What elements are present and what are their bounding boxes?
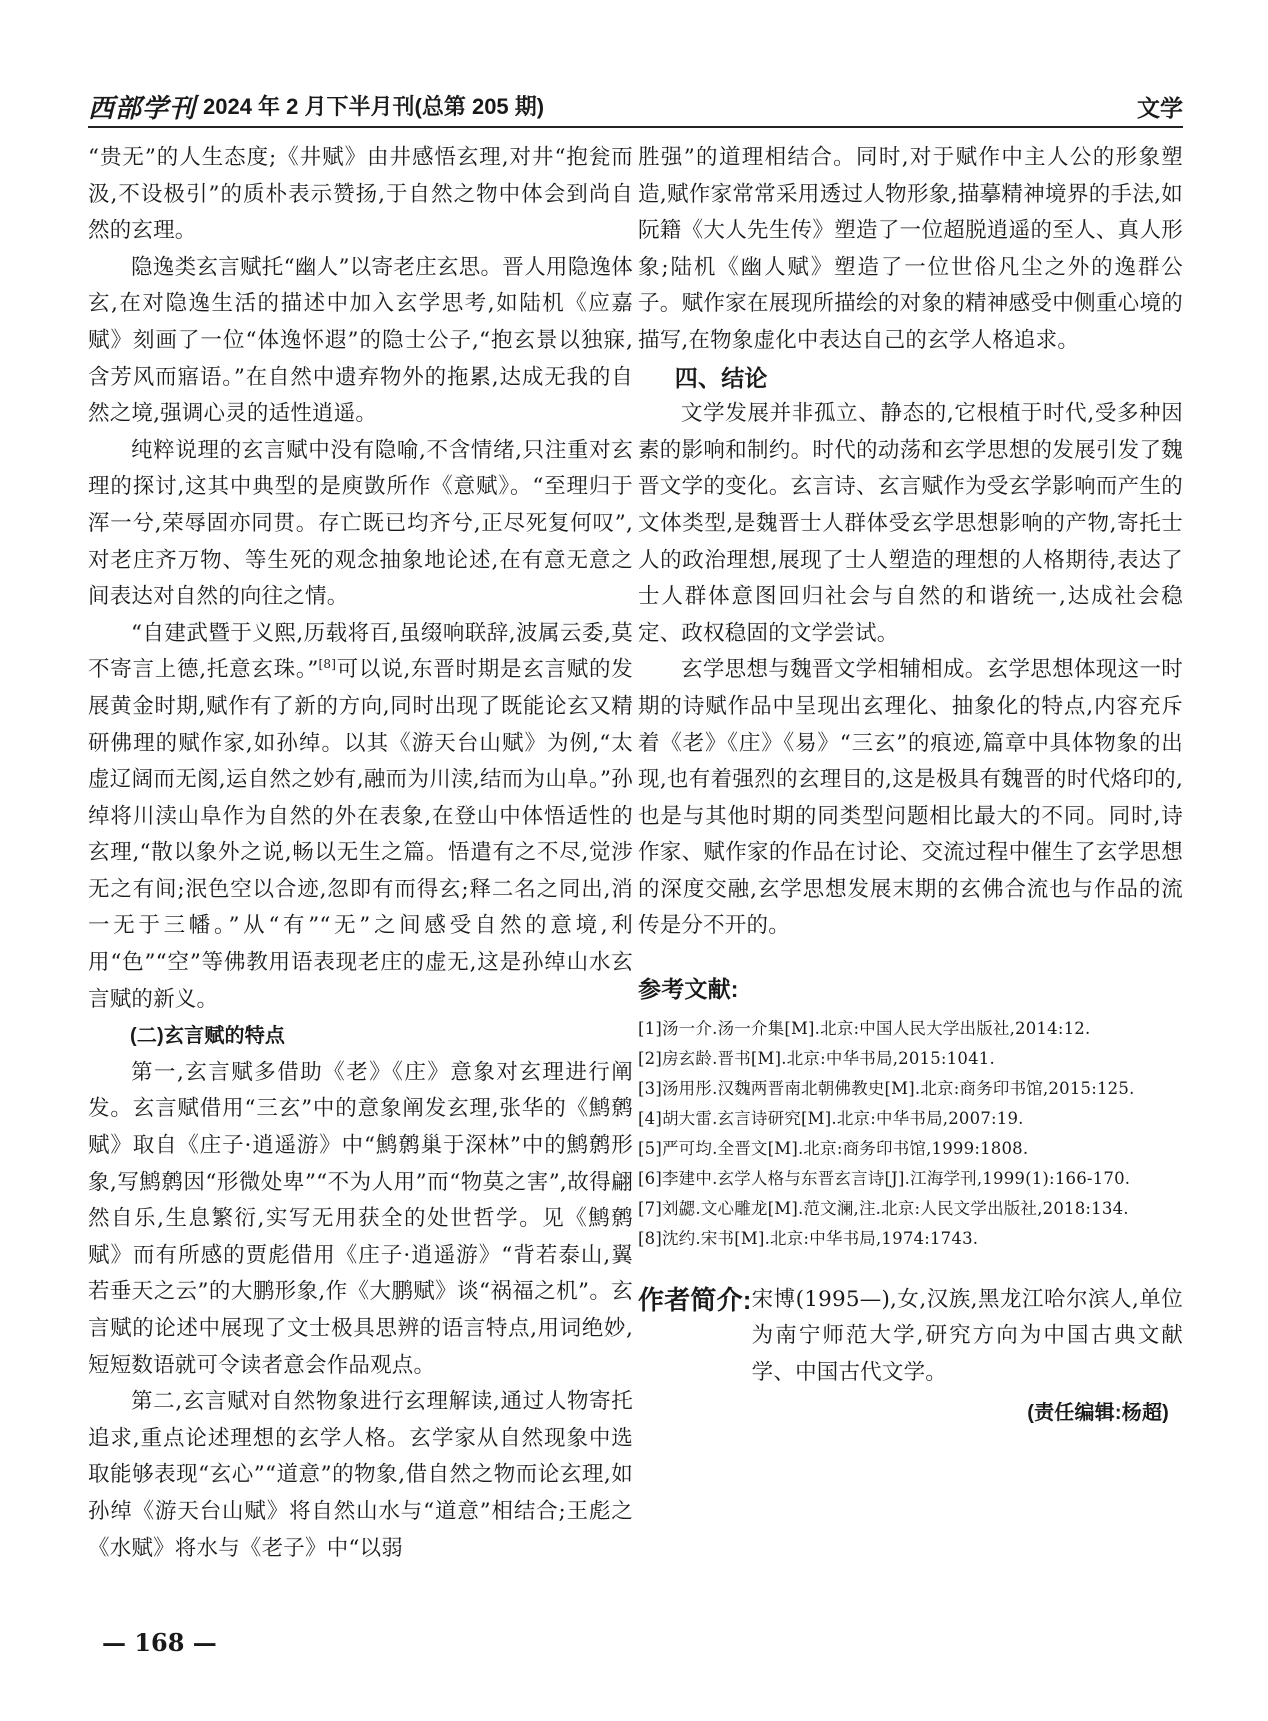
paragraph-text: “自建武暨于义熙,历载将百,虽缀响联辞,波属云委,莫不寄言上德,托意玄珠。”	[88, 620, 633, 683]
reference-item: [1]汤一介.汤一介集[M].北京:中国人民大学出版社,2014:12.	[638, 1018, 1091, 1038]
reference-item: [4]胡大雷.玄言诗研究[M].北京:中华书局,2007:19.	[638, 1108, 1024, 1128]
references-list	[638, 1014, 1183, 1254]
paragraph: 玄学思想与魏晋文学相辅相成。玄学思想体现这一时期的诗赋作品中呈现出玄理化、抽象化的特点,内容充斥着《老》《庄》《易》“三玄”的痕迹,篇章中具体物象的出现,也有着强烈的玄理目的,这是极具有魏晋的时代烙印的,也是与其他时期的同类型问题相比最大的不同。同时,诗作家、赋作家的作品在讨论、交流过程中催生了玄学思想的深度交融,玄学思想发展末期的玄佛合流也与作品的流传是分不开的。	[638, 657, 1183, 939]
left-column	[88, 140, 633, 1567]
references-title: 参考文献:	[638, 976, 739, 1003]
reference-item: [3]汤用彤.汉魏两晋南北朝佛教史[M].北京:商务印书馆,2015:125.	[638, 1078, 1135, 1098]
paragraph: 胜强”的道理相结合。同时,对于赋作中主人公的形象塑造,赋作家常常采用透过人物形象,描摹精神境界的手法,如阮籍《大人先生传》塑造了一位超脱逍遥的至人、真人形象;陆机《幽人赋》塑造了一位世俗凡尘之外的逸群公子。赋作家在展现所描绘的对象的精神感受中侧重心境的描写,在物象虚化中表达自己的玄学人格追求。	[638, 145, 1183, 353]
subsection-heading: (二)玄言赋的特点	[130, 1025, 286, 1048]
paragraph: 第二,玄言赋对自然物象进行玄理解读,通过人物寄托追求,重点论述理想的玄学人格。玄学家从自然现象中选取能够表现“玄心”“道意”的物象,借自然之物而论玄理,如孙绰《游天台山赋》将自然山水与“道意”相结合;王彪之《水赋》将水与《老子》中“以弱	[88, 1389, 633, 1561]
author-bio-text: 宋博(1995—),女,汉族,黑龙江哈尔滨人,单位为南宁师范大学,研究方向为中国古典文献学、中国古代文学。	[751, 1286, 1183, 1385]
paragraph: 隐逸类玄言赋托“幽人”以寄老庄玄思。晋人用隐逸体玄,在对隐逸生活的描述中加入玄学思考,如陆机《应嘉赋》刻画了一位“体逸怀遐”的隐士公子,“抱玄景以独寐,含芳风而寤语。”在自然中遗弃物外的拖累,达成无我的自然之境,强调心灵的适性逍遥。	[88, 254, 633, 427]
issue-info: 2024 年 2 月下半月刊(总第 205 期)	[203, 94, 545, 119]
paragraph: 纯粹说理的玄言赋中没有隐喻,不含情绪,只注重对玄理的探讨,这其中典型的是庾敳所作《意赋》。“至理归于浑一兮,荣辱固亦同贯。存亡既已均齐兮,正尽死复何叹”,对老庄齐万物、等生死的观念抽象地论述,在有意无意之间表达对自然的向往之情。	[88, 437, 633, 610]
section-name: 文学	[1137, 95, 1183, 121]
paragraph: “贵无”的人生态度;《井赋》由井感悟玄理,对井“抱瓮而汲,不设极引”的质朴表示赞扬,于自然之物中体会到尚自然的玄理。	[88, 145, 633, 244]
author-bio-label: 作者简介:	[638, 1284, 752, 1315]
section-heading: 四、结论	[674, 364, 768, 391]
reference-item: [5]严可均.全晋文[M].北京:商务印书馆,1999:1808.	[638, 1138, 1029, 1158]
right-column	[638, 140, 1183, 1432]
journal-logo: 西部学刊	[88, 94, 197, 124]
paragraph	[88, 616, 633, 1019]
reference-item: [6]李建中.玄学人格与东晋玄言诗[J].江海学刊,1999(1):166-170.	[638, 1168, 1131, 1188]
reference-item: [2]房玄龄.晋书[M].北京:中华书局,2015:1041.	[638, 1048, 995, 1068]
author-bio	[638, 1282, 1183, 1392]
paragraph: 文学发展并非孤立、静态的,它根植于时代,受多种因素的影响和制约。时代的动荡和玄学思想的发展引发了魏晋文学的变化。玄言诗、玄言赋作为受玄学影响而产生的文体类型,是魏晋士人群体受玄学思想影响的产物,寄托士人的政治理想,展现了士人塑造的理想的人格期待,表达了士人群体意图回归社会与自然的和谐统一,达成社会稳定、政权稳固的文学尝试。	[638, 401, 1183, 646]
responsible-editor: (责任编辑:杨超)	[1027, 1402, 1169, 1425]
page-header	[88, 86, 1183, 128]
reference-item: [8]沈约.宋书[M].北京:中华书局,1974:1743.	[638, 1228, 979, 1248]
citation-marker: [8]	[318, 657, 337, 672]
reference-item: [7]刘勰.文心雕龙[M].范文澜,注.北京:人民文学出版社,2018:134.	[638, 1198, 1129, 1218]
paragraph: 第一,玄言赋多借助《老》《庄》意象对玄理进行阐发。玄言赋借用“三玄”中的意象阐发玄理,张华的《鹪鹩赋》取自《庄子·逍遥游》中“鹪鹩巢于深林”中的鹪鹩形象,写鹪鹩因“形微处卑”“不为人用”而“物莫之害”,故得翩然自乐,生息繁衍,实写无用获全的处世哲学。见《鹪鹩赋》而有所感的贾彪借用《庄子·逍遥游》“背若泰山,翼若垂天之云”的大鹏形象,作《大鹏赋》谈“祸福之机”。玄言赋的论述中展现了文士极具思辨的语言特点,用词绝妙,短短数语就可令读者意会作品观点。	[88, 1059, 633, 1378]
paragraph-text: 可以说,东晋时期是玄言赋的发展黄金时期,赋作有了新的方向,同时出现了既能论玄又精研佛理的赋作家,如孙绰。以其《游天台山赋》为例,“太虚辽阔而无阂,运自然之妙有,融而为川渎,结而为山阜。”孙绰将川渎山阜作为自然的外在表象,在登山中体悟适性的玄理,“散以象外之说,畅以无生之篇。悟遣有之不尽,觉涉无之有间;泯色空以合迹,忽即有而得玄;释二名之同出,消一无于三幡。”从“有”“无”之间感受自然的意境,利用“色”“空”等佛教用语表现老庄的虚无,这是孙绰山水玄言赋的新义。	[88, 657, 634, 1012]
page-number: — 168 —	[102, 1628, 217, 1657]
